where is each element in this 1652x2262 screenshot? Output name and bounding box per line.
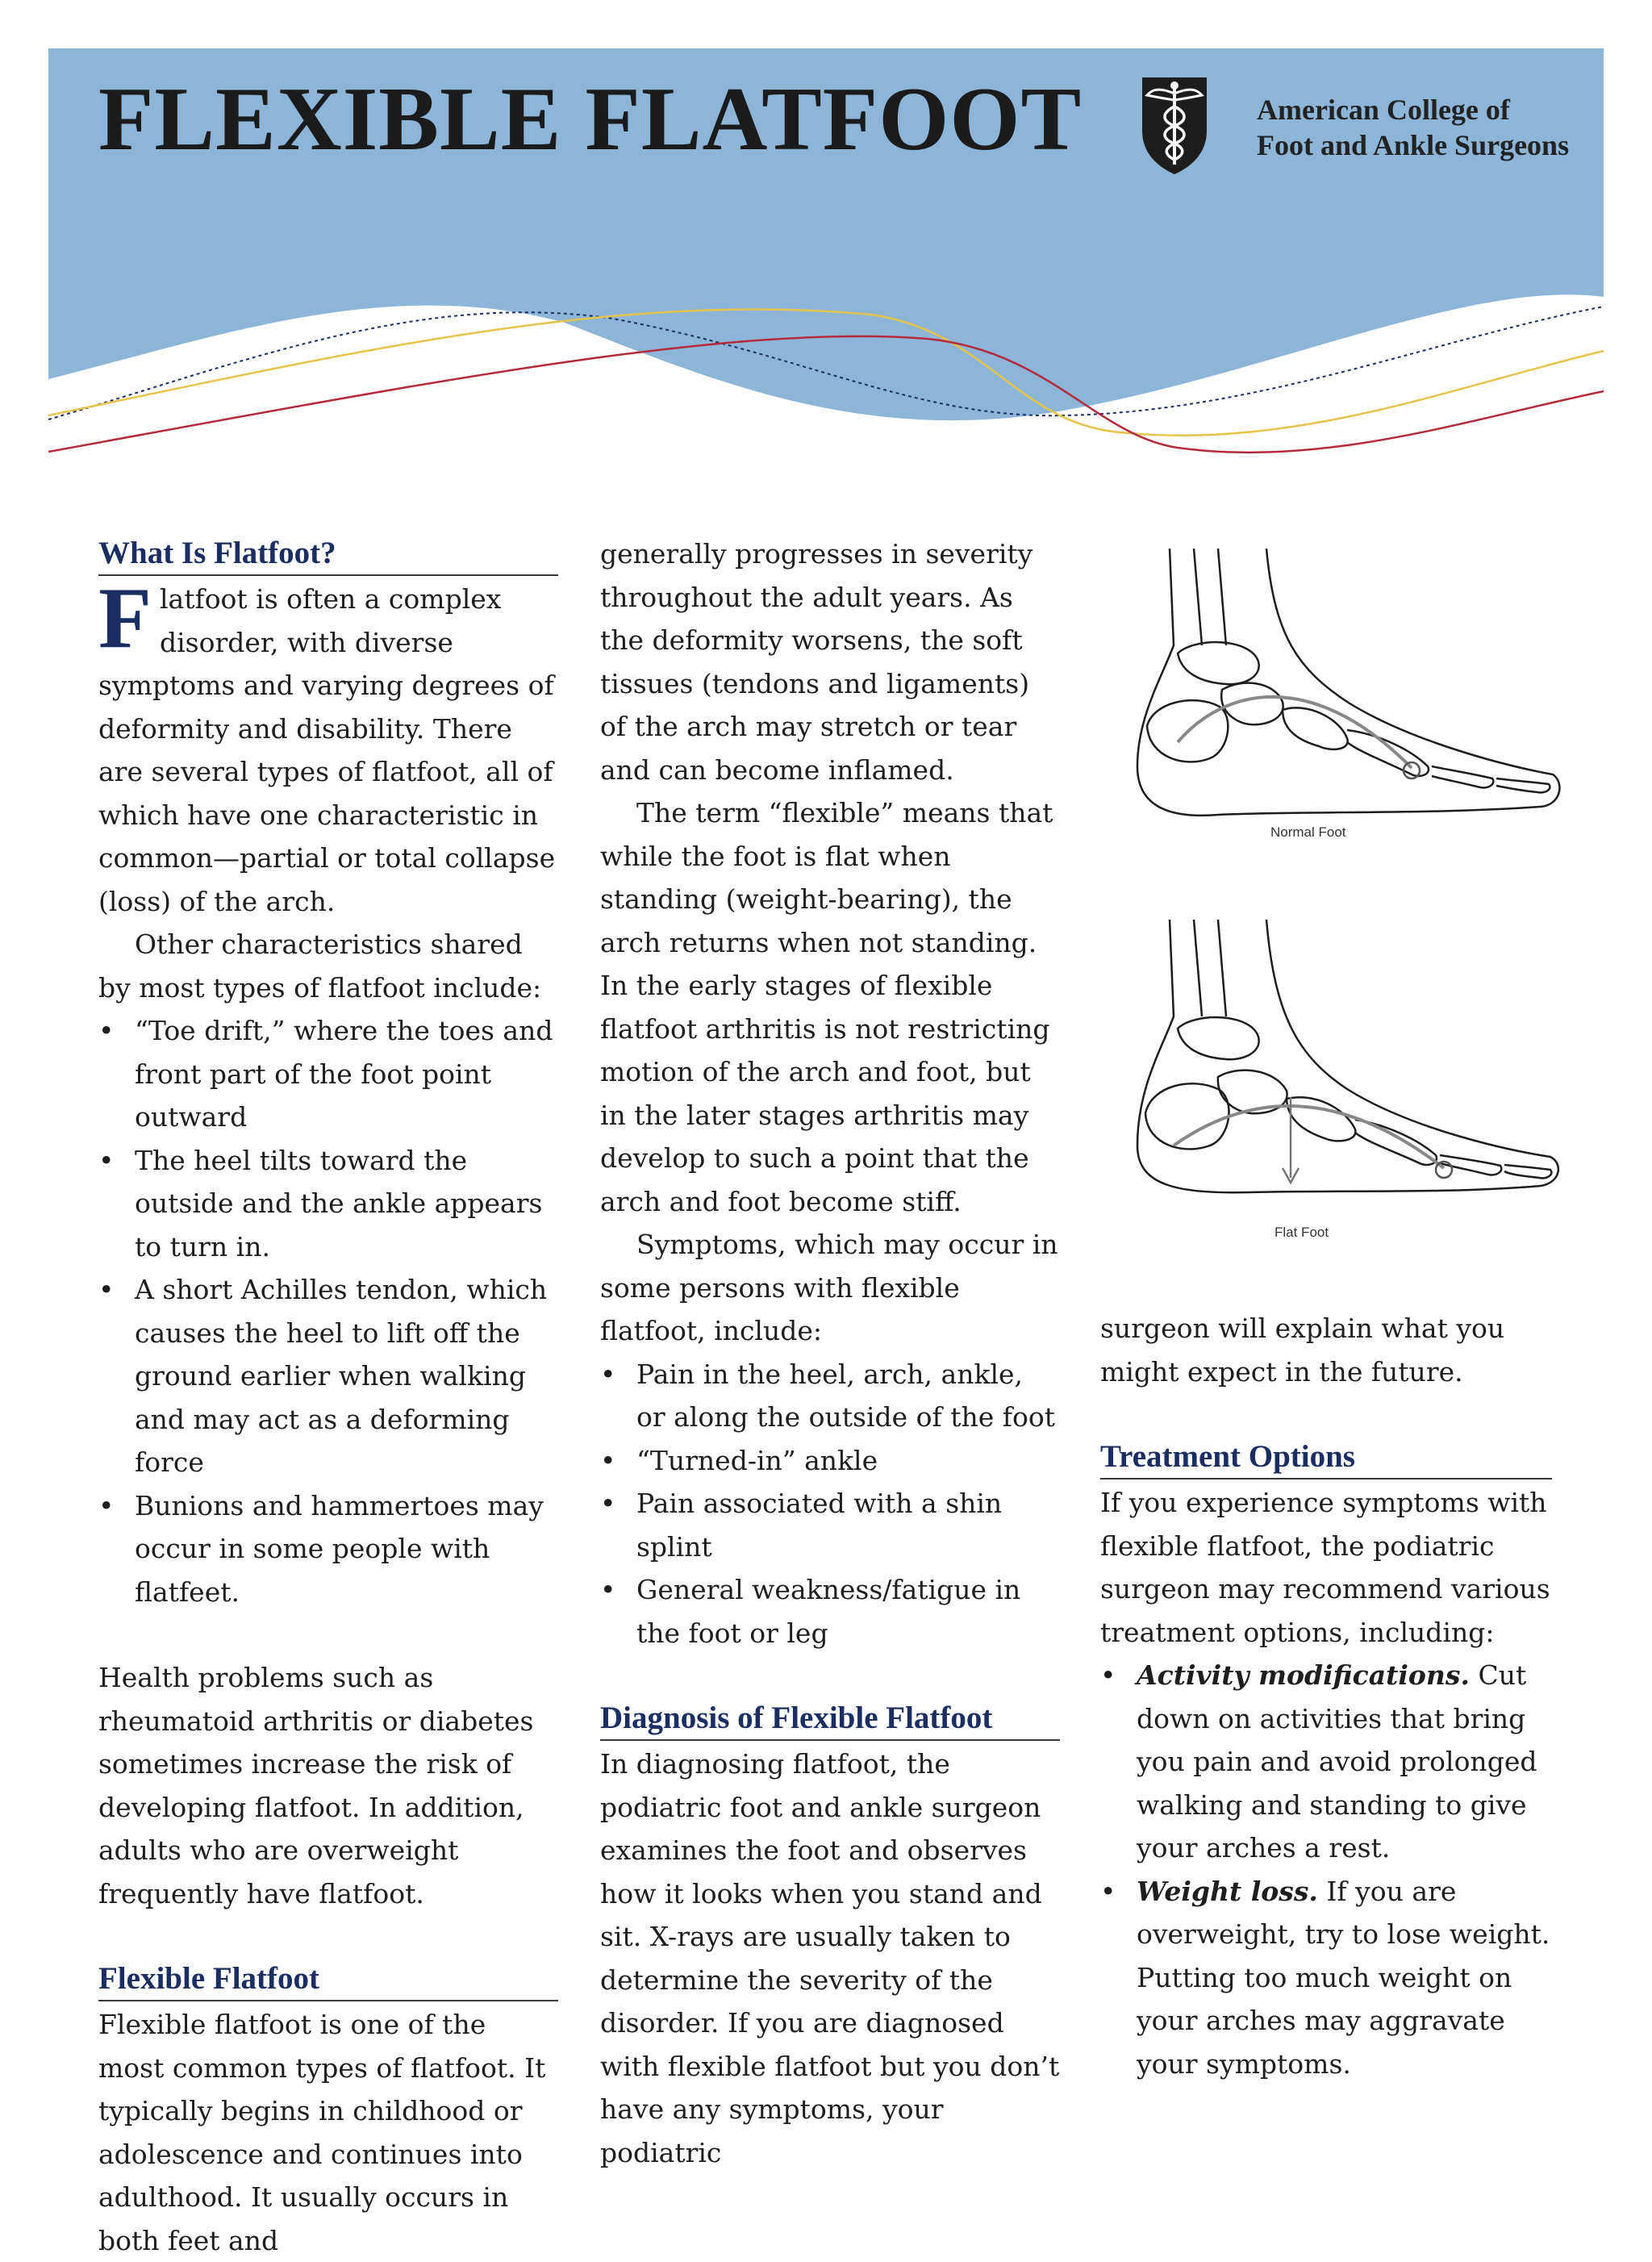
- drop-cap: F: [98, 570, 152, 666]
- characteristics-intro: Other characteristics shared by most types of flatfoot include:: [98, 929, 542, 1004]
- heading-what-is-flatfoot: What Is Flatfoot?: [98, 532, 558, 576]
- heading-flexible-flatfoot: Flexible Flatfoot: [98, 1958, 558, 2001]
- list-item: [1100, 1870, 1552, 2086]
- caption-flat-foot: Flat Foot: [1274, 1225, 1329, 1240]
- treatment-list: [1100, 1654, 1552, 2085]
- list-item: • General weakness/fatigue in the foot or leg: [600, 1568, 1060, 1655]
- heading-diagnosis: Diagnosis of Flexible Flatfoot: [600, 1697, 1060, 1741]
- column-right: [1100, 1307, 1552, 2085]
- caduceus-shield-logo: [1139, 74, 1210, 176]
- page-title: FLEXIBLE FLATFOOT: [98, 69, 1083, 169]
- health-problems-paragraph: Health problems such as rheumatoid arthritis or diabetes sometimes increase the risk of developing flatfoot. In addition, adults who are overweight frequently have flatfoot.: [98, 1662, 534, 1909]
- list-item: [1100, 1654, 1552, 1870]
- treatment-text: Cut down on activities that bring you pain and avoid prolonged walking and standing to give your arches a rest.: [1137, 1659, 1537, 1863]
- org-name-line2: Foot and Ankle Surgeons: [1257, 129, 1570, 161]
- characteristics-list: [98, 1009, 558, 1613]
- treatment-lead: Activity modifications.: [1137, 1659, 1470, 1691]
- flat-foot-illustration: [1089, 912, 1573, 1218]
- surgeon-explain-paragraph: surgeon will explain what you might expect in the future.: [1100, 1313, 1505, 1388]
- caption-normal-foot: Normal Foot: [1270, 824, 1346, 840]
- normal-foot-illustration: [1089, 540, 1573, 847]
- treatment-lead: Weight loss.: [1137, 1875, 1318, 1907]
- flexible-flatfoot-paragraph: Flexible flatfoot is one of the most common types of flatfoot. It typically begins in childhood or adolescence and continues into adulthood. It usually occurs in both feet and: [98, 2009, 546, 2256]
- list-item: • Bunions and hammertoes may occur in some people with flatfeet.: [98, 1484, 558, 1614]
- intro-paragraph: latfoot is often a complex disorder, with diverse symptoms and varying degrees of deformity and disability. There are several types of flatfoot, all of which have one characteristic in common—partial or total collapse (loss) of the arch.: [98, 583, 556, 917]
- list-item: • The heel tilts toward the outside and the ankle appears to turn in.: [98, 1139, 558, 1269]
- list-item: • A short Achilles tendon, which causes the heel to lift off the ground earlier when walking and may act as a deforming force: [98, 1268, 558, 1484]
- organization-name: [1257, 92, 1569, 163]
- progression-paragraph: generally progresses in severity throughout the adult years. As the deformity worsens, the soft tissues (tendons and ligaments) of the arch may stretch or tear and can become inflamed.: [600, 538, 1033, 786]
- diagnosis-paragraph: In diagnosing flatfoot, the podiatric foot and ankle surgeon examines the foot and observes how it looks when you stand and sit. X-rays are usually taken to determine the severity of the disorder. If you are diagnosed with flexible flatfoot but you don’t have any symptoms, your podiatric: [600, 1748, 1060, 2168]
- column-middle: [600, 532, 1060, 2174]
- symptoms-list: [600, 1353, 1060, 1655]
- treatment-intro: If you experience symptoms with flexible flatfoot, the podiatric surgeon may recommend various treatment options, including:: [1100, 1487, 1550, 1648]
- flexible-term-paragraph: The term “flexible” means that while the foot is flat when standing (weight-bearing), the arch returns when not standing. In the early stages of flexible flatfoot arthritis is not restricting motion of the arch and foot, but in the later stages arthritis may develop to such a point that the arch and foot become stiff.: [600, 797, 1053, 1217]
- treatment-text: If you are overweight, try to lose weight. Putting too much weight on your arches may aggravate your symptoms.: [1137, 1875, 1550, 2080]
- heading-treatment-options: Treatment Options: [1100, 1436, 1552, 1479]
- list-item: • “Turned-in” ankle: [600, 1439, 1060, 1483]
- list-item: • “Toe drift,” where the toes and front part of the foot point outward: [98, 1009, 558, 1139]
- list-item: • Pain associated with a shin splint: [600, 1482, 1060, 1568]
- symptoms-intro: Symptoms, which may occur in some persons with flexible flatfoot, include:: [600, 1229, 1058, 1346]
- org-name-line1: American College of: [1257, 94, 1510, 126]
- column-left: [98, 532, 558, 2262]
- list-item: • Pain in the heel, arch, ankle, or along the outside of the foot: [600, 1353, 1060, 1439]
